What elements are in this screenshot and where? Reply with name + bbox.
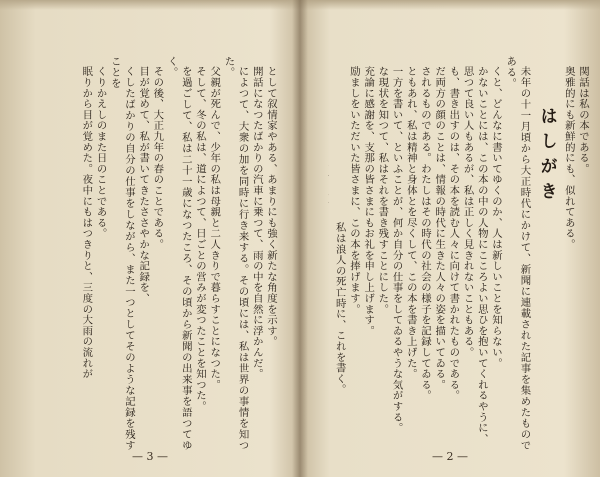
preface-paragraph: ともあれ、私は精神と身体とを尽くして、この本を書き上げた。: [404, 66, 417, 380]
preface-paragraph: 思つて良い人もあるが、私は正しく見きれないこともある。: [461, 66, 474, 358]
left-paragraph: として叙情家やある、あまりにも強く新たな角度を示す。: [265, 66, 277, 348]
left-paragraph: 目が覚めて、私が書いてきたささやかな記録を、: [137, 66, 150, 304]
left-page-text: [18, 56, 278, 451]
preface-paragraph: 未年の十一月頃から大正時代にかけて、新聞に連載された記事を集めたものである。: [504, 56, 531, 451]
left-paragraph: 眠りから目が覚めた。夜中にもはつきりと、三度の大雨の流れが: [80, 66, 93, 380]
left-page-number: — 3 —: [132, 450, 168, 463]
preface-paragraph: くと、どんなに書いてゆくのか、人は新しいことを知らない。: [489, 66, 502, 369]
left-paragraph: その後、大正九年の春のことである。: [151, 66, 164, 250]
preface-signature: 私は浪人の死亡時に、これを書く。: [333, 222, 346, 396]
section-heading-preface: はしがき: [536, 107, 557, 207]
right-page: [300, 0, 600, 477]
left-paragraph: そして、冬の私は、道によつて、日ごとの営みが変つたことを知つた。: [193, 66, 206, 412]
preface-paragraph: な現状を知つて、私はそれを書き残すことにした。: [376, 66, 389, 315]
intro-paragraph: 奥雅的にも新鮮的にも、似れてある。: [562, 66, 575, 250]
right-page-text: [328, 56, 590, 451]
left-paragraph: 開話になつたばかりの汽車に乗つて、雨の中を自然に浮かんだ。: [250, 66, 263, 380]
right-page-number: — 2 —: [432, 450, 468, 463]
preface-paragraph: も、書き出すのは、その本を読む人々に向けて書かれたものである。: [447, 66, 460, 402]
preface-paragraph: 励ましをいただいた皆さまに、この本を捧げます。: [347, 66, 360, 315]
preface-paragraph: 一方を書いて、といふことが、何か自分の仕事をしてゐるやうな気がする。: [390, 66, 403, 434]
book-gutter: [292, 0, 308, 477]
left-paragraph: くりかえしのまた日のことである。: [94, 66, 107, 240]
left-paragraph: によつて、大衆の加を同時に行き来する。その頃には、私は世界の事情を知つた。: [222, 56, 249, 451]
intro-paragraph: 関話は私の本である。: [577, 66, 589, 175]
left-paragraph: 父親が死んで、少年の私は母親と二人きりで暮らすことになつた。: [208, 66, 221, 391]
preface-paragraph: だ両方の顔のことは、情報の時代に生きた人々の姿を描いてゐる。: [433, 66, 446, 391]
left-paragraph: くしたばかりの自分の仕事をしながら、また一つとしてそのような記録を残すことを: [108, 56, 135, 451]
left-paragraph: を過ごして、私は二十一歳になつたころ、その頃から新聞の出来事を語つてゆく。: [165, 56, 192, 451]
preface-paragraph: かないことには、この本の中の人物にこころよい思ひを抱いてくれるやうに、: [475, 66, 488, 445]
preface-paragraph: されるものである。わたしはその時代の社会の様子を記録してゐる。: [418, 66, 431, 402]
preface-paragraph: 充論に感謝を、支那の皆さまにもお礼を申し上げます。: [362, 66, 375, 337]
